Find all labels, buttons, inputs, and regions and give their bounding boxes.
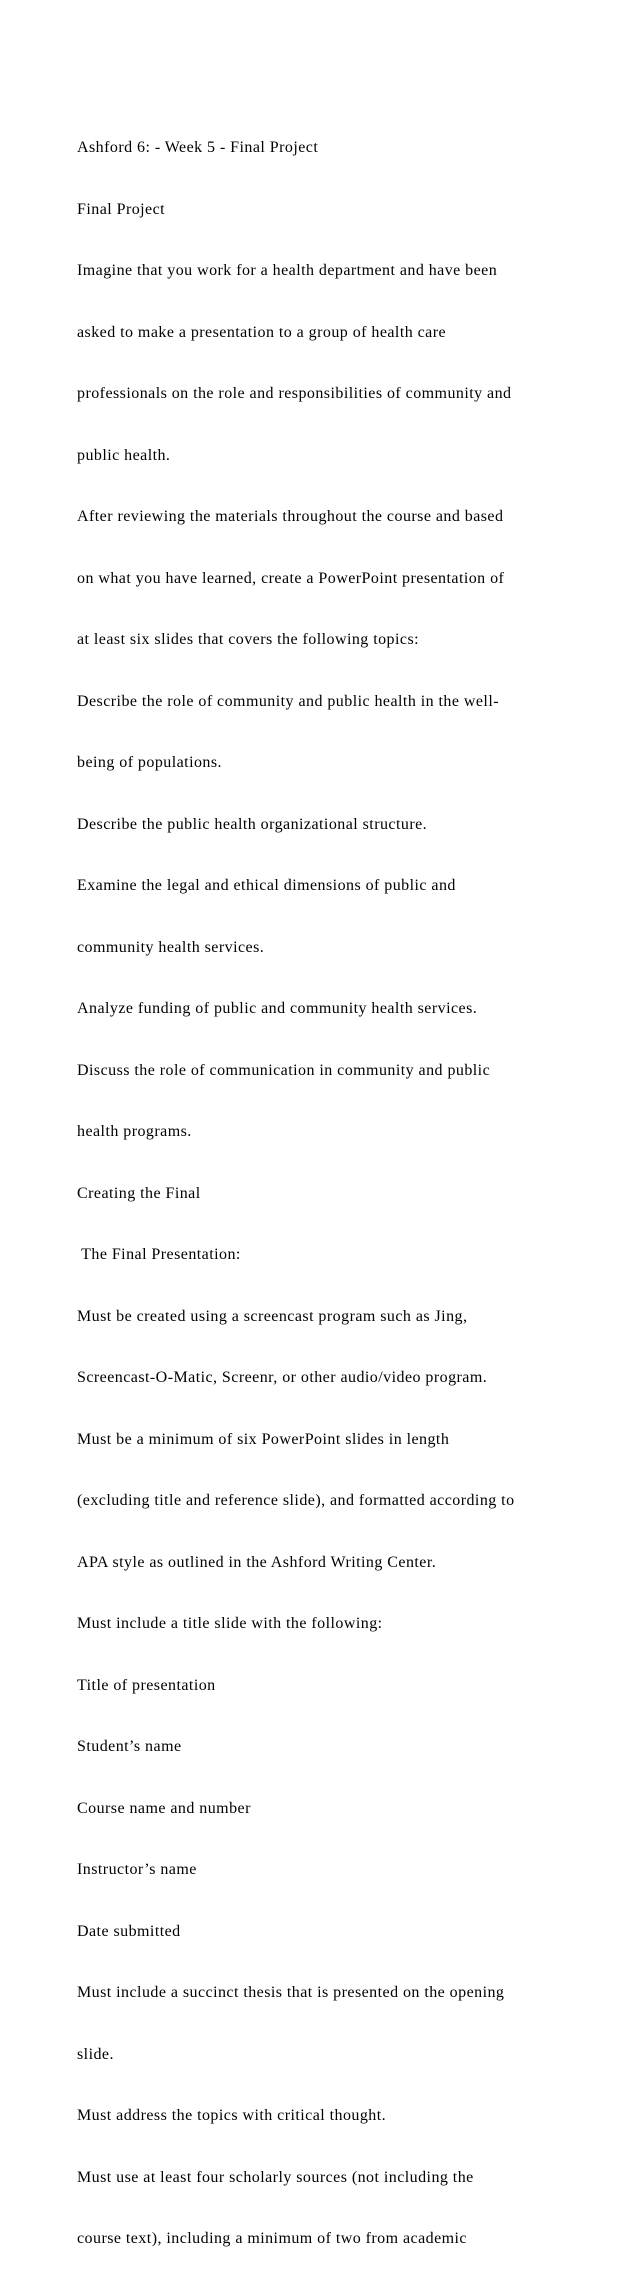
topic-line: health programs. <box>77 1123 192 1140</box>
topic-line: Examine the legal and ethical dimensions of public and <box>77 877 456 894</box>
title-slide-item: Course name and number <box>77 1799 251 1817</box>
section-heading-final-presentation: The Final Presentation: <box>77 1246 241 1263</box>
section-heading-creating-final: Creating the Final <box>77 1184 201 1202</box>
title-slide-item: Title of presentation <box>77 1676 216 1694</box>
text-line: Imagine that you work for a health department and have been <box>77 262 498 279</box>
topic-line: being of populations. <box>77 754 222 771</box>
title-slide-item: Instructor’s name <box>77 1861 197 1878</box>
requirement-line: Must use at least four scholarly sources (not including the <box>77 2168 474 2186</box>
requirement-line: Screencast-O-Matic, Screenr, or other audio/video program. <box>77 1369 488 1386</box>
document-title: Ashford 6: - Week 5 - Final Project <box>77 139 319 156</box>
text-line: public health. <box>77 446 171 464</box>
topic-line: Describe the public health organizational structure. <box>77 815 428 833</box>
requirement-line: Must address the topics with critical thought. <box>77 2107 387 2124</box>
topic-line: Discuss the role of communication in community and public <box>77 1061 491 1079</box>
requirement-line: APA style as outlined in the Ashford Writing Center. <box>77 1553 437 1571</box>
topic-line: community health services. <box>77 938 265 956</box>
topic-line: Analyze funding of public and community health services. <box>77 1000 478 1017</box>
text-line: on what you have learned, create a PowerPoint presentation of <box>77 569 505 587</box>
requirement-line: Must include a title slide with the following: <box>77 1615 383 1632</box>
requirement-line: (excluding title and reference slide), and formatted according to <box>77 1492 515 1509</box>
document-body <box>77 97 622 2291</box>
requirement-line: course text), including a minimum of two from academic <box>77 2230 467 2247</box>
topic-line: Describe the role of community and public health in the well- <box>77 692 499 710</box>
text-line: After reviewing the materials throughout the course and based <box>77 508 504 525</box>
text-line: at least six slides that covers the following topics: <box>77 631 420 648</box>
requirement-line: slide. <box>77 2045 114 2063</box>
text-line: professionals on the role and responsibilities of community and <box>77 385 512 402</box>
text-line: asked to make a presentation to a group of health care <box>77 323 447 341</box>
section-heading-final-project: Final Project <box>77 200 166 218</box>
title-slide-item: Student’s name <box>77 1738 182 1755</box>
requirement-line: Must be a minimum of six PowerPoint slides in length <box>77 1430 450 1448</box>
requirement-line: Must be created using a screencast program such as Jing, <box>77 1307 468 1325</box>
title-slide-item: Date submitted <box>77 1922 181 1940</box>
requirement-line: Must include a succinct thesis that is presented on the opening <box>77 1984 505 2001</box>
